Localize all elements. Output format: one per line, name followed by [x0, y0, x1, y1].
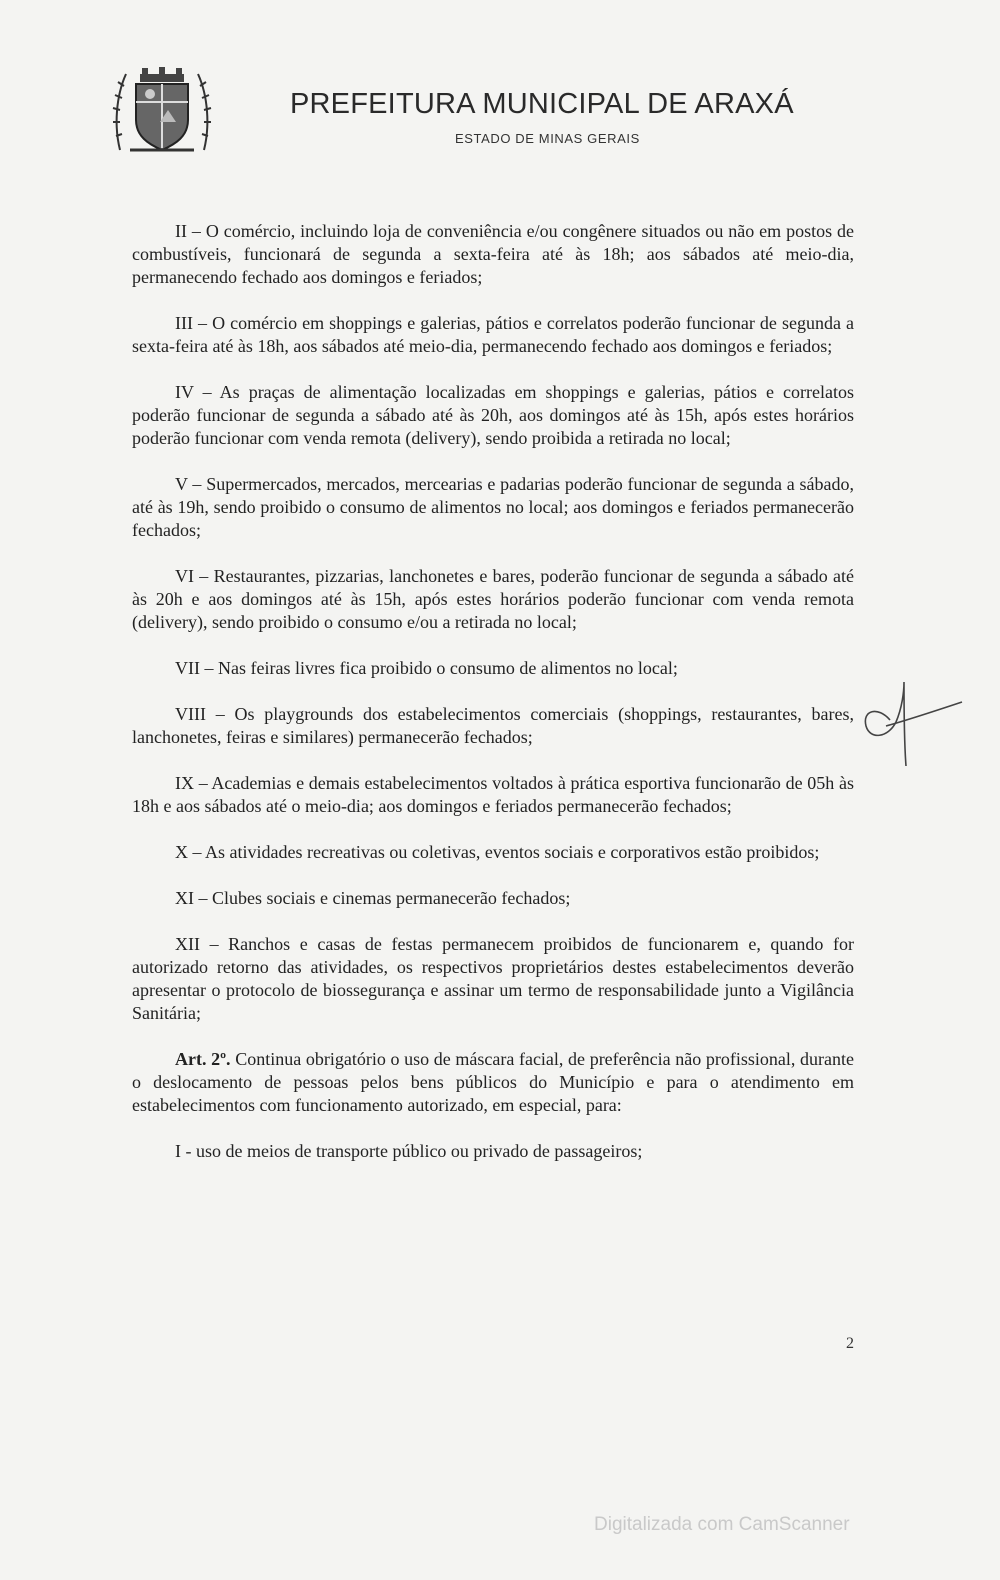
article-2-item-i: I - uso de meios de transporte público ou privado de passageiros;	[175, 1141, 643, 1161]
article-2	[132, 1048, 854, 1117]
clause-xi: XI – Clubes sociais e cinemas permanecerão fechados;	[175, 888, 571, 908]
clause-iv: IV – As praças de alimentação localizadas em shoppings e galerias, pátios e correlatos poderão funcionar de segunda a sábado até às 20h, aos domingos até às 15h, após estes horários poderão funcionar com venda remota (delivery), sendo proibida a retirada no local;	[132, 382, 854, 448]
clause-ii: II – O comércio, incluindo loja de conveniência e/ou congênere situados ou não em postos de combustíveis, funcionará de segunda a sexta-feira até às 18h; aos sábados até meio-dia, permanecendo fechado aos domingos e feriados;	[132, 221, 854, 287]
clause-vii: VII – Nas feiras livres fica proibido o consumo de alimentos no local;	[175, 658, 678, 678]
handwritten-initial-signature	[858, 680, 968, 770]
coat-of-arms-icon	[112, 66, 212, 156]
clause-viii: VIII – Os playgrounds dos estabelecimentos comerciais (shoppings, restaurantes, bares, lanchonetes, feiras e similares) permanecerão fechados;	[132, 704, 854, 747]
article-2-text: Continua obrigatório o uso de máscara facial, de preferência não profissional, durante o deslocamento de pessoas pelos bens públicos do Município e para o atendimento em estabelecimentos com funcionamento autorizado, em especial, para:	[132, 1049, 854, 1115]
scanner-watermark: Digitalizada com CamScanner	[594, 1514, 850, 1535]
clause-vi: VI – Restaurantes, pizzarias, lanchonetes e bares, poderão funcionar de segunda a sábado até às 20h e aos domingos até às 15h, após estes horários poderão funcionar com venda remota (delivery), sendo proibido o consumo e/ou a retirada no local;	[132, 566, 854, 632]
clause-v: V – Supermercados, mercados, mercearias e padarias poderão funcionar de segunda a sábado, até às 19h, sendo proibido o consumo de alimentos no local; aos domingos e feriados permanecerão fechados;	[132, 474, 854, 540]
article-2-label: Art. 2º.	[175, 1049, 231, 1069]
page-title: PREFEITURA MUNICIPAL DE ARAXÁ	[290, 88, 794, 120]
document-body	[132, 220, 854, 1163]
clause-xii: XII – Ranchos e casas de festas permanecem proibidos de funcionarem e, quando for autorizado retorno das atividades, os respectivos proprietários destes estabelecimentos deverão apresentar o protocolo de biossegurança e assinar um termo de responsabilidade junto a Vigilância Sanitária;	[132, 934, 854, 1023]
clause-x: X – As atividades recreativas ou coletivas, eventos sociais e corporativos estão proibidos;	[175, 842, 820, 862]
page-subtitle: ESTADO DE MINAS GERAIS	[455, 131, 640, 146]
clause-iii: III – O comércio em shoppings e galerias, pátios e correlatos poderão funcionar de segunda a sexta-feira até às 18h, aos sábados até meio-dia, permanecendo fechado aos domingos e feriados;	[132, 313, 854, 356]
page-number: 2	[846, 1335, 854, 1352]
clause-ix: IX – Academias e demais estabelecimentos voltados à prática esportiva funcionarão de 05h às 18h e aos sábados até o meio-dia; aos domingos e feriados permanecerão fechados;	[132, 773, 854, 816]
